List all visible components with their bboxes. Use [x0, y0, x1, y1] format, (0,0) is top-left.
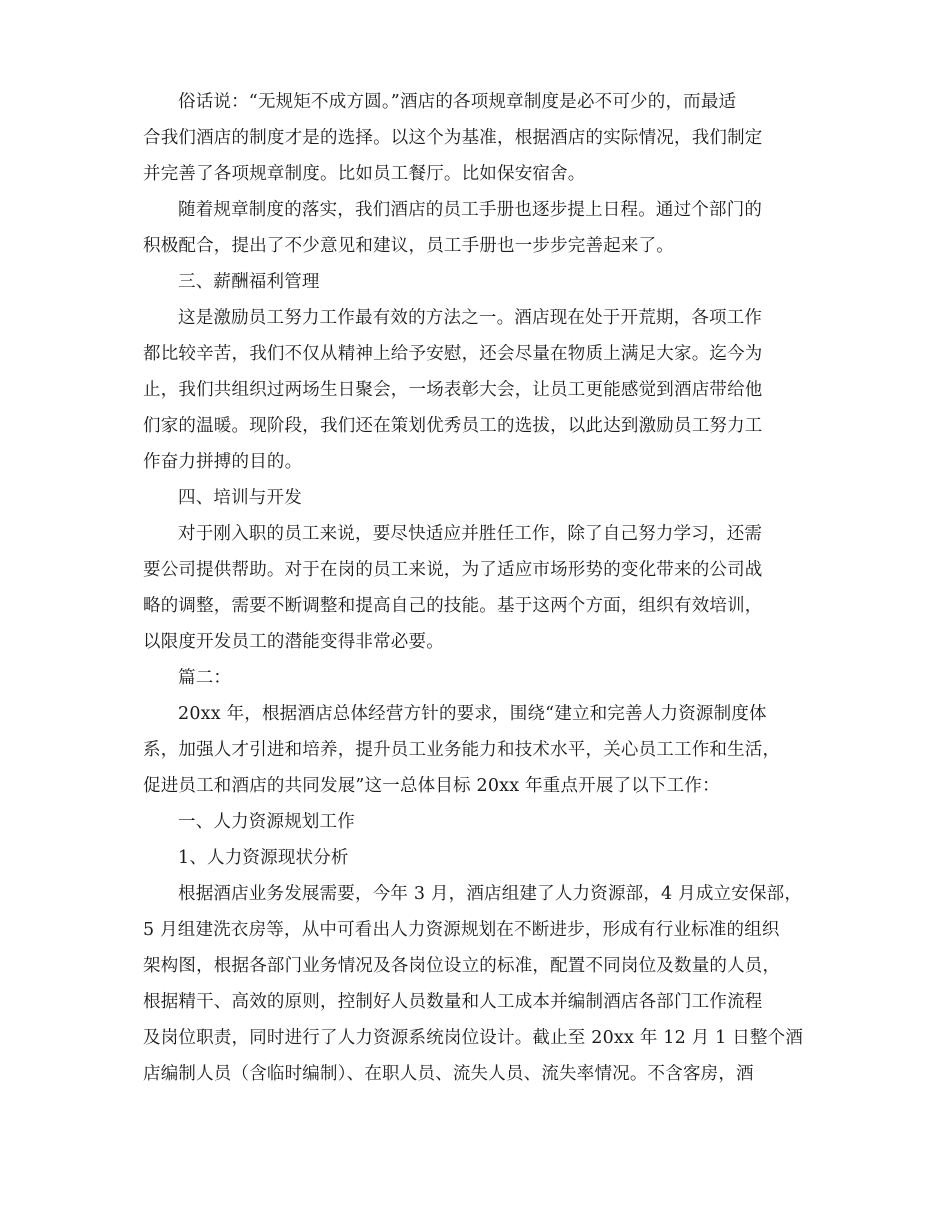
paragraph-line: 并完善了各项规章制度。比如员工餐厅。比如保安宿舍。 [143, 164, 586, 184]
paragraph-line: 以限度开发员工的潜能变得非常必要。 [143, 632, 444, 652]
paragraph-line: 止，我们共组织过两场生日聚会，一场表彰大会，让员工更能感觉到酒店带给他 [143, 380, 763, 400]
paragraph-line: 略的调整，需要不断调整和提高自己的技能。基于这两个方面，组织有效培训， [143, 596, 763, 616]
paragraph-line: 们家的温暖。现阶段，我们还在策划优秀员工的选拔，以此达到激励员工努力工 [143, 416, 763, 436]
paragraph-line: 随着规章制度的落实，我们酒店的员工手册也逐步提上日程。通过个部门的 [178, 200, 763, 220]
paragraph-line: 都比较辛苦，我们不仅从精神上给予安慰，还会尽量在物质上满足大家。迄今为 [143, 344, 763, 364]
paragraph-line: 积极配合，提出了不少意见和建议，员工手册也一步步完善起来了。 [143, 236, 674, 256]
paragraph-line: 20xx 年，根据酒店总体经营方针的要求，围绕“建立和完善人力资源制度体 [178, 704, 767, 724]
paragraph-line: 这是激励员工努力工作最有效的方法之一。酒店现在处于开荒期，各项工作 [178, 308, 763, 328]
paragraph-line: 根据精干、高效的原则，控制好人员数量和人工成本并编制酒店各部门工作流程 [143, 992, 763, 1012]
paragraph-line: 架构图，根据各部门业务情况及各岗位设立的标准，配置不同岗位及数量的人员， [143, 956, 781, 976]
paragraph-line: 对于刚入职的员工来说，要尽快适应并胜任工作，除了自己努力学习，还需 [178, 524, 763, 544]
paragraph-line: 5 月组建洗衣房等，从中可看出人力资源规划在不断进步，形成有行业标准的组织 [143, 920, 780, 940]
section-heading: 一、人力资源规划工作 [178, 812, 355, 832]
paragraph-line: 根据酒店业务发展需要，今年 3 月，酒店组建了人力资源部，4 月成立安保部， [178, 884, 803, 904]
section-heading: 篇二： [178, 668, 232, 688]
paragraph-line: 促进员工和酒店的共同发展”这一总体目标 20xx 年重点开展了以下工作： [143, 776, 720, 796]
paragraph-line: 俗话说：“无规矩不成方圆。”酒店的各项规章制度是必不可少的，而最适 [178, 92, 737, 112]
paragraph-line: 店编制人员（含临时编制）、在职人员、流失人员、流失率情况。不含客房，酒 [143, 1064, 754, 1084]
paragraph-line: 系，加强人才引进和培养，提升员工业务能力和技术水平，关心员工工作和生活， [143, 740, 781, 760]
paragraph-line: 及岗位职责，同时进行了人力资源系统岗位设计。截止至 20xx 年 12 月 1 日整个酒 [143, 1028, 804, 1048]
paragraph-line: 要公司提供帮助。对于在岗的员工来说，为了适应市场形势的变化带来的公司战 [143, 560, 763, 580]
subsection-heading: 1、人力资源现状分析 [178, 848, 349, 868]
section-heading: 三、薪酬福利管理 [178, 272, 320, 292]
paragraph-line: 作奋力拼搏的目的。 [143, 452, 303, 472]
paragraph-line: 合我们酒店的制度才是的选择。以这个为基准，根据酒店的实际情况，我们制定 [143, 128, 763, 148]
section-heading: 四、培训与开发 [178, 488, 302, 508]
